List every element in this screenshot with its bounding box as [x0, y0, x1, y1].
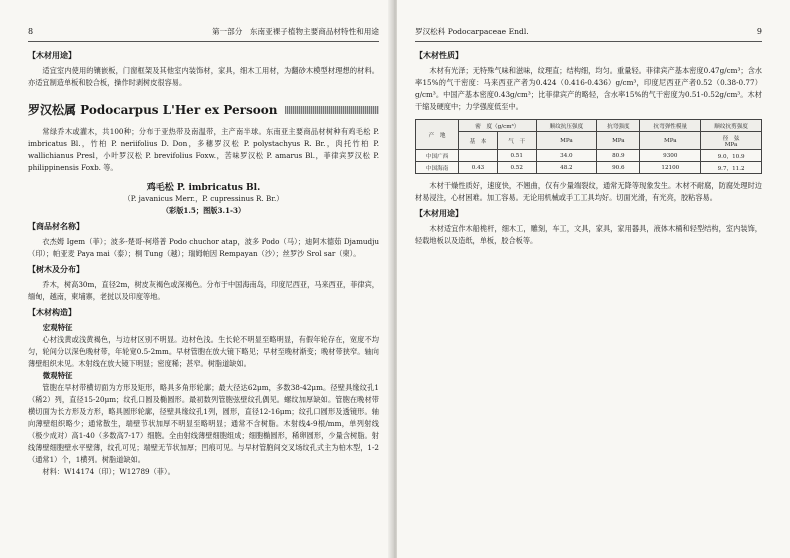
cell-air: 0.51 [497, 150, 536, 162]
wood-structure-label: 【木材构造】 [28, 307, 76, 317]
th-origin: 产 地 [416, 120, 459, 150]
wood-properties-paragraph: 木材有光泽；无特殊气味和滋味，纹理直；结构细，均匀。重量轻。菲律宾产基本密度0.47g/cm³；含水率15%的气干密度：马来西亚产者为0.424（0.416-0.436）g/cm³，印度尼西亚产者0.52（0.38-0.77）g/cm³。中国产基本密度0.43g/cm³；比菲律宾产的略轻，含水率15%的气干密度为0.51-0.52g/cm³。木材干缩及硬度中；力学强度低至中。 [415, 66, 762, 111]
genus-paragraph: 常绿乔木或灌木，共100种；分布于亚热带及南温带，主产南半球。东南亚主要商品材树种有鸡毛松 P. imbricatus Bl.，竹柏 P. neriifolius D. Don，多穗罗汉松 P. polystachyus R. Br.，肉托竹柏 P. wallichianus Presl，小叶罗汉松 P. brevifolius Foxw.，苦味罗汉松 P. amarus Bl.，菲律宾罗汉松 P. philippinensis Foxb. 等。 [28, 127, 379, 172]
right-running-head [415, 26, 762, 42]
micro-features-heading: 微观特征 [42, 371, 73, 380]
processing-paragraph: 木材干燥性质好，速度快，不翘曲，仅有少量端裂纹，通常无降等现象发生。木材不耐腐，防腐处理时边材易浸注，心材困难。加工容易。无论用机械或手工工具均好。切面光滑，有光亮，胶粘容易。 [415, 181, 762, 202]
cell-modulus: 9300 [640, 150, 701, 162]
th-density-basic: 基 本 [459, 132, 498, 150]
cell-shear: 9.7，11.2 [701, 162, 762, 174]
cell-basic [459, 150, 498, 162]
right-page-number: 9 [756, 27, 762, 36]
right-page [397, 0, 790, 558]
species-title: 鸡毛松 P. imbricatus Bl. [146, 183, 261, 193]
left-page [0, 0, 393, 558]
th-unit-modulus: MPa [640, 132, 701, 150]
th-unit-compress: MPa [536, 132, 597, 150]
trade-names-paragraph: 衣杰姆 Igem（菲）；波多-楚哥-柯塔普 Podo chuchor atap，波多 Podo（马）；迪阿木德茹 Djamudju（印）；帕亚麦 Paya mai（泰）；桐 Tung（越）；瑞姆帕因 Rempayan（沙）；丝罗沙 Srol sar（柬）。 [28, 237, 379, 258]
uses-section-label: 【木材用途】 [28, 50, 76, 60]
th-density: 密 度（g/cm³） [459, 120, 536, 132]
mechanical-properties-table [415, 119, 762, 174]
cell-modulus: 12100 [640, 162, 701, 174]
micro-features-paragraph: 管胞在早材带横切面为方形及矩形，略具多角形轮廓；最大径达62μm，多数38-42μm。径壁具缘纹孔1（稀2）列，直径15-20μm；纹孔口圆及椭圆形。最初数列管胞弦壁纹孔偶见。螺纹加厚缺如。管胞在晚材带横切面为长方形及方形，略具圆形轮廓，径壁具缘纹孔1列，圆形，直径12-16μm；纹孔口圆形及透镜形。轴向薄壁组织略少；通常散生，端壁节状加厚不明显至略明显；通常不含树脂。木射线4-9根/mm，单列射线（极少成对）高1-40（多数高7-17）细胞。全由射线薄壁细胞组成；细胞椭圆形，稀卵圆形，少量含树脂。射线薄壁细胞壁水平壁薄，纹孔可见；端壁无节状加厚；凹痕可见。与早材管胞间交叉场纹孔式主为柏木型，1-2（通常1）个，1横列。树脂道缺如。 [28, 383, 379, 464]
macro-features-paragraph: 心材浅黄或浅黄褐色，与边材区别不明显。边材色浅。生长轮不明显至略明显，有假年轮存在，宽度不均匀，轮间分以深色晚材带，年轮宽0.5-2mm。早材管胞在放大镜下略见；早材至晚材渐变；晚材带狭窄。轴向薄壁组织未见。木射线在放大镜下明显；密度稀；甚窄。树脂道缺如。 [28, 335, 379, 368]
th-shear: 顺纹抗剪强度 [701, 120, 762, 132]
th-modulus: 抗弯弹性模量 [640, 120, 701, 132]
right-uses-paragraph: 木材适宜作木船桅杆，细木工，雕刻，车工，文具，家具，家用器具，液体木桶和轻型结构，室内装饰，轻载地板以及造纸，单板，胶合板等。 [415, 224, 762, 245]
tree-distribution-paragraph: 乔木，树高30m，直径2m，树皮灰褐色或深褐色。分布于中国海南岛，印度尼西亚，马来西亚，菲律宾，缅甸，越南，柬埔寨，老挝以及印度等地。 [28, 280, 379, 301]
cell-compress: 48.2 [536, 162, 597, 174]
th-unit-shear: MPa [724, 141, 738, 148]
cell-basic: 0.43 [459, 162, 498, 174]
cell-bending: 80.9 [597, 150, 640, 162]
trade-names-label: 【商品材名称】 [28, 221, 84, 231]
cell-bending: 90.6 [597, 162, 640, 174]
right-uses-label: 【木材用途】 [415, 208, 463, 218]
left-header-title: 第一部分 东南亚裸子植物主要商品材特性和用途 [211, 27, 379, 36]
uses-paragraph: 适宜室内使用的镶嵌板，门窗框架及其他室内装饰材，家具，细木工用材，为翻砂木模型材理想的材料。亦适宜制造单板和胶合板，操作时剥树皮很容易。 [28, 66, 379, 87]
specimen-paragraph: 材料：W14174（印）；W12789（菲）。 [42, 467, 175, 476]
figure-reference: （彩版1.5；图版3.1-3） [161, 206, 246, 215]
right-header-title: 罗汉松科 Podocarpaceae Endl. [415, 27, 529, 36]
left-page-number: 8 [28, 27, 34, 36]
tree-distribution-label: 【树木及分布】 [28, 264, 84, 274]
th-bending: 抗弯强度 [597, 120, 640, 132]
cell-compress: 34.0 [536, 150, 597, 162]
th-unit-bending: MPa [597, 132, 640, 150]
genus-title: 罗汉松属 Podocarpus L'Her ex Persoon [28, 103, 278, 117]
macro-features-heading: 宏观特征 [42, 323, 73, 332]
th-shear-sub [701, 132, 762, 150]
cell-shear: 9.0，10.9 [701, 150, 762, 162]
table-row [416, 162, 762, 174]
species-synonyms: （P. javanicus Merr.，P. cupressinus R. Br.） [123, 194, 284, 203]
genus-decorative-bar [285, 106, 379, 114]
left-running-head [28, 26, 379, 42]
wood-properties-label: 【木材性质】 [415, 50, 463, 60]
genus-heading [28, 101, 379, 118]
cell-origin: 中国海南 [416, 162, 459, 174]
th-compress: 顺纹抗压强度 [536, 120, 597, 132]
th-density-air: 气 干 [497, 132, 536, 150]
table-row [416, 150, 762, 162]
cell-air: 0.52 [497, 162, 536, 174]
th-shear-sub-label: 径 弦 [722, 135, 740, 142]
cell-origin: 中国广西 [416, 150, 459, 162]
